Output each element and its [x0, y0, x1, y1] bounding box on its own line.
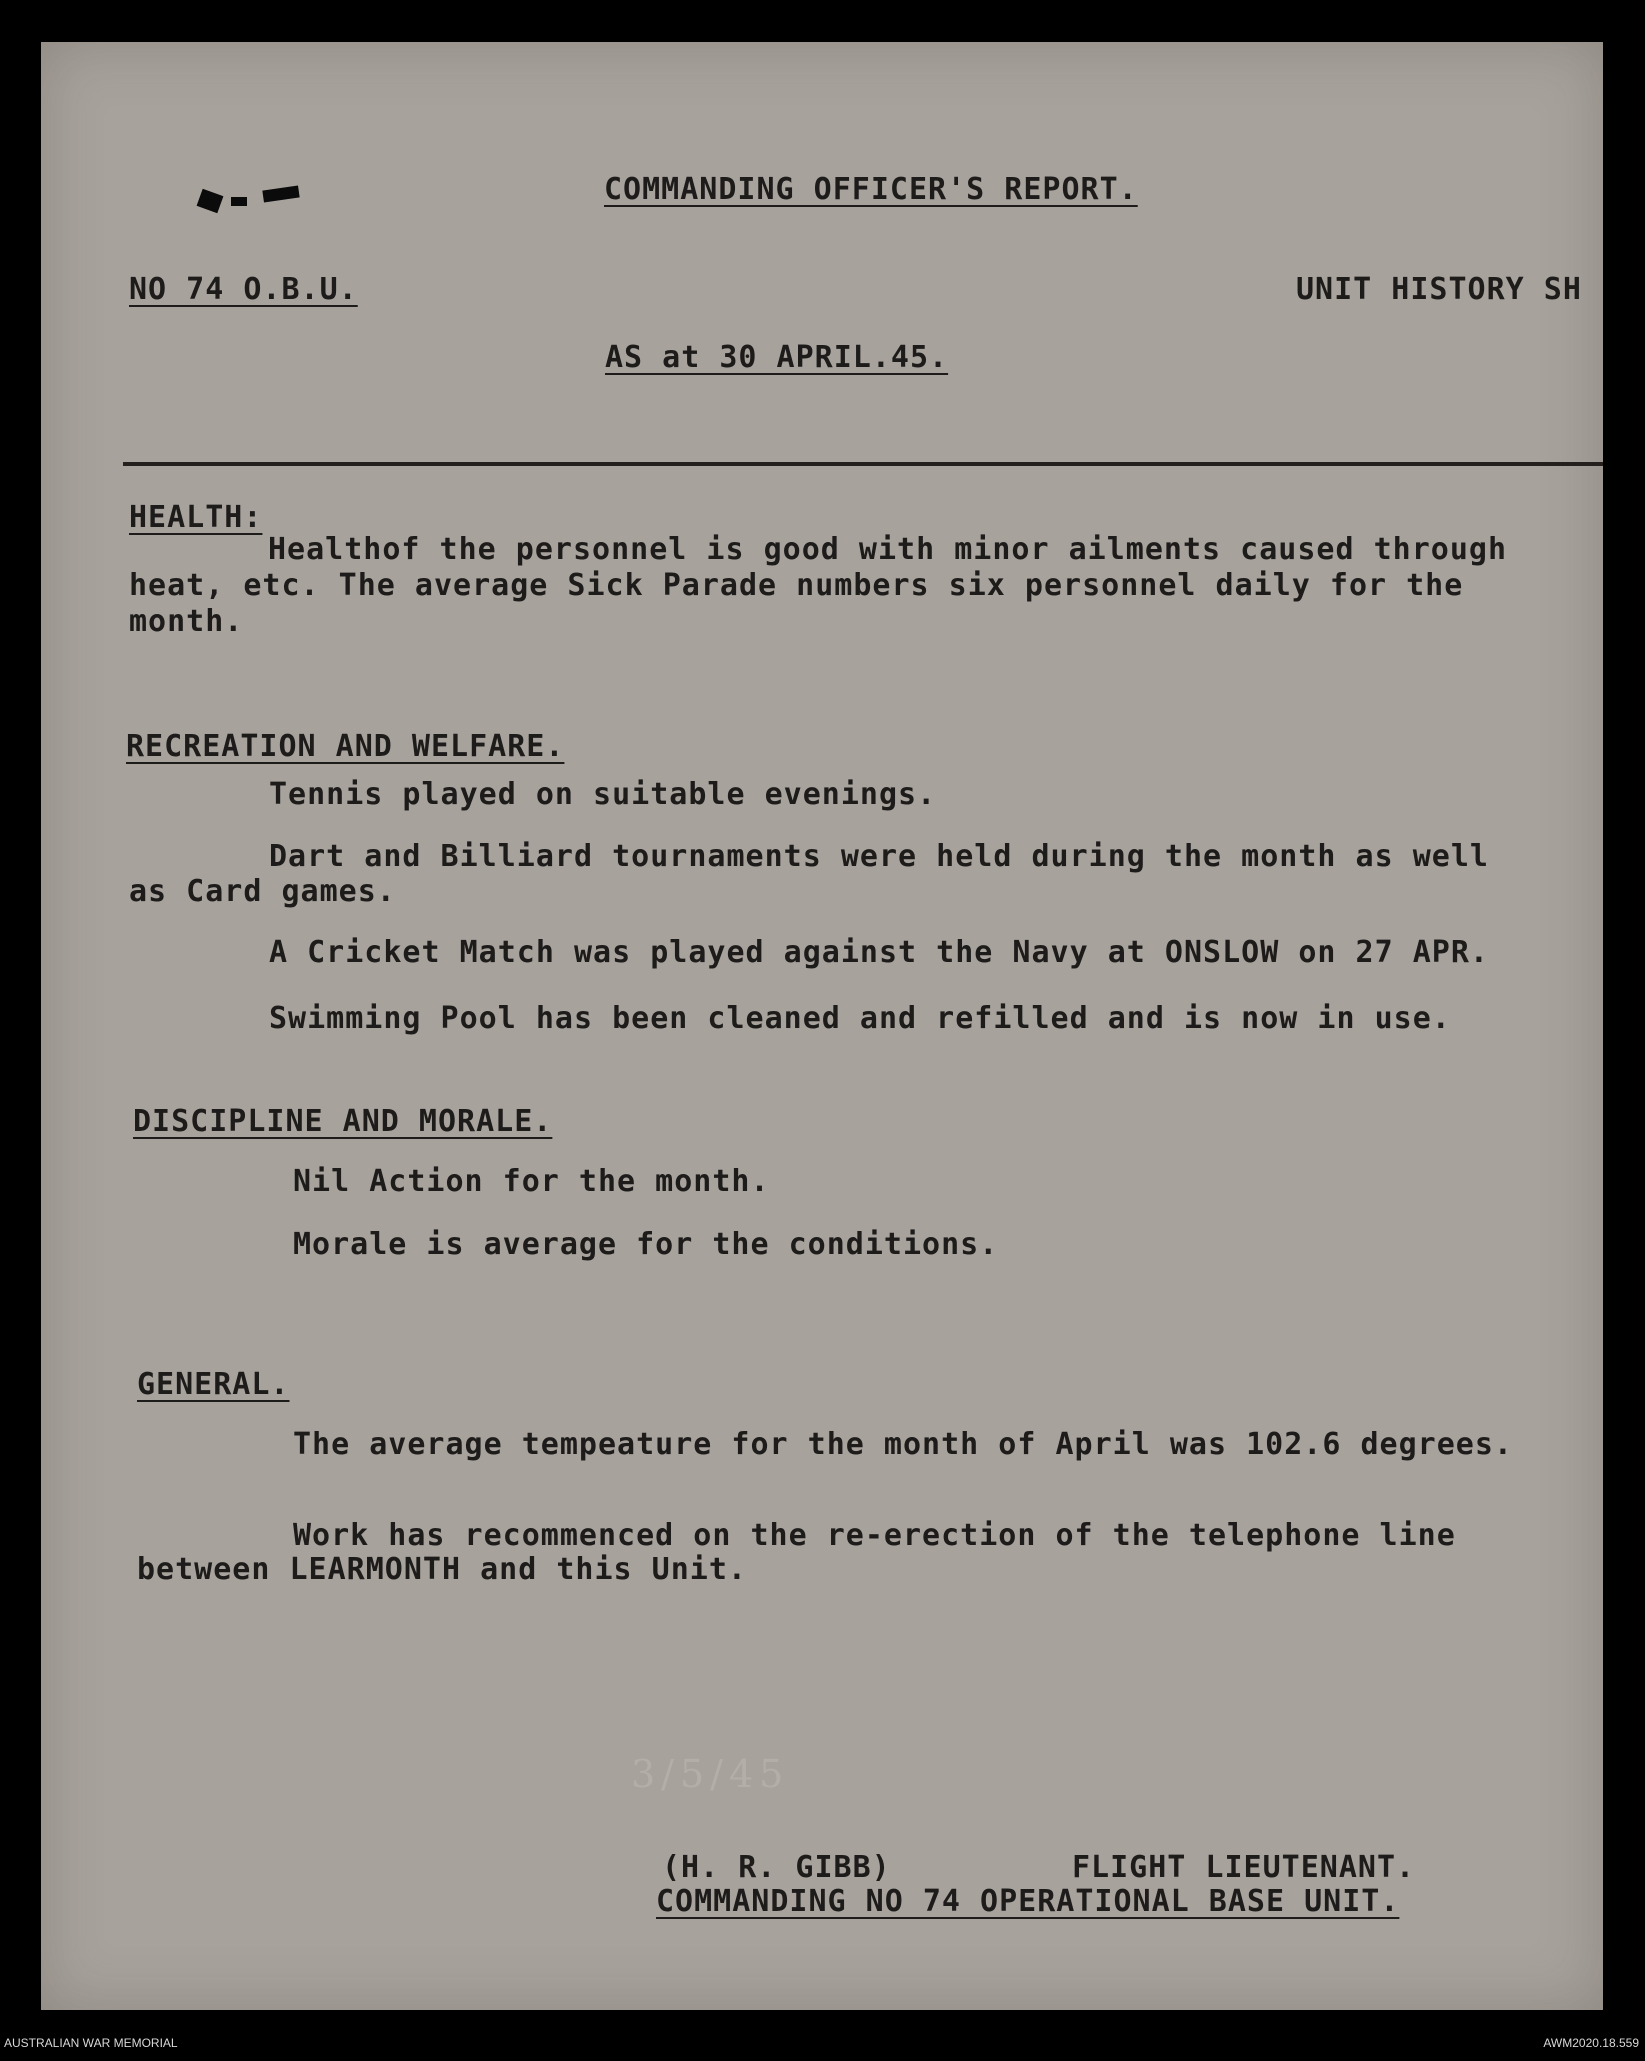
health-line: heat, etc. The average Sick Parade numbers six personnel daily for the	[129, 568, 1464, 603]
health-line: Healthof the personnel is good with minor ailments caused through	[268, 532, 1507, 567]
signatory-rank: FLIGHT LIEUTENANT.	[1072, 1850, 1416, 1885]
discipline-morale: Morale is average for the conditions.	[293, 1227, 999, 1262]
unit-history-label: UNIT HISTORY SH	[1296, 272, 1582, 307]
general-telephone: between LEARMONTH and this Unit.	[137, 1552, 747, 1587]
report-title: COMMANDING OFFICER'S REPORT.	[604, 172, 1138, 207]
signatory-position: COMMANDING NO 74 OPERATIONAL BASE UNIT.	[656, 1884, 1400, 1919]
discipline-heading: DISCIPLINE AND MORALE.	[133, 1104, 553, 1139]
general-temperature: The average tempeature for the month of April was 102.6 degrees.	[293, 1427, 1513, 1462]
tear-mark	[231, 197, 247, 206]
pencil-annotation: 3/5/45	[631, 1752, 790, 1796]
recreation-heading: RECREATION AND WELFARE.	[126, 729, 565, 764]
report-date: AS at 30 APRIL.45.	[605, 340, 949, 375]
health-heading: HEALTH:	[129, 500, 263, 535]
horizontal-rule	[123, 462, 1603, 466]
report-page	[41, 42, 1603, 2010]
unit-designation: NO 74 O.B.U.	[129, 272, 358, 307]
tear-mark	[197, 189, 224, 213]
footer-institution: AUSTRALIAN WAR MEMORIAL	[4, 2036, 178, 2050]
general-heading: GENERAL.	[137, 1367, 290, 1402]
recreation-tournaments: as Card games.	[129, 874, 396, 909]
recreation-cricket: A Cricket Match was played against the Navy at ONSLOW on 27 APR.	[269, 935, 1489, 970]
tear-mark	[262, 186, 299, 203]
recreation-tennis: Tennis played on suitable evenings.	[269, 777, 937, 812]
recreation-pool: Swimming Pool has been cleaned and refilled and is now in use.	[269, 1001, 1451, 1036]
signatory-name: (H. R. GIBB)	[662, 1850, 891, 1885]
recreation-tournaments: Dart and Billiard tournaments were held during the month as well	[269, 839, 1489, 874]
discipline-action: Nil Action for the month.	[293, 1164, 770, 1199]
footer-catalog-id: AWM2020.18.559	[1543, 2036, 1639, 2050]
general-telephone: Work has recommenced on the re-erection of the telephone line	[293, 1518, 1456, 1553]
health-line: month.	[129, 604, 244, 639]
